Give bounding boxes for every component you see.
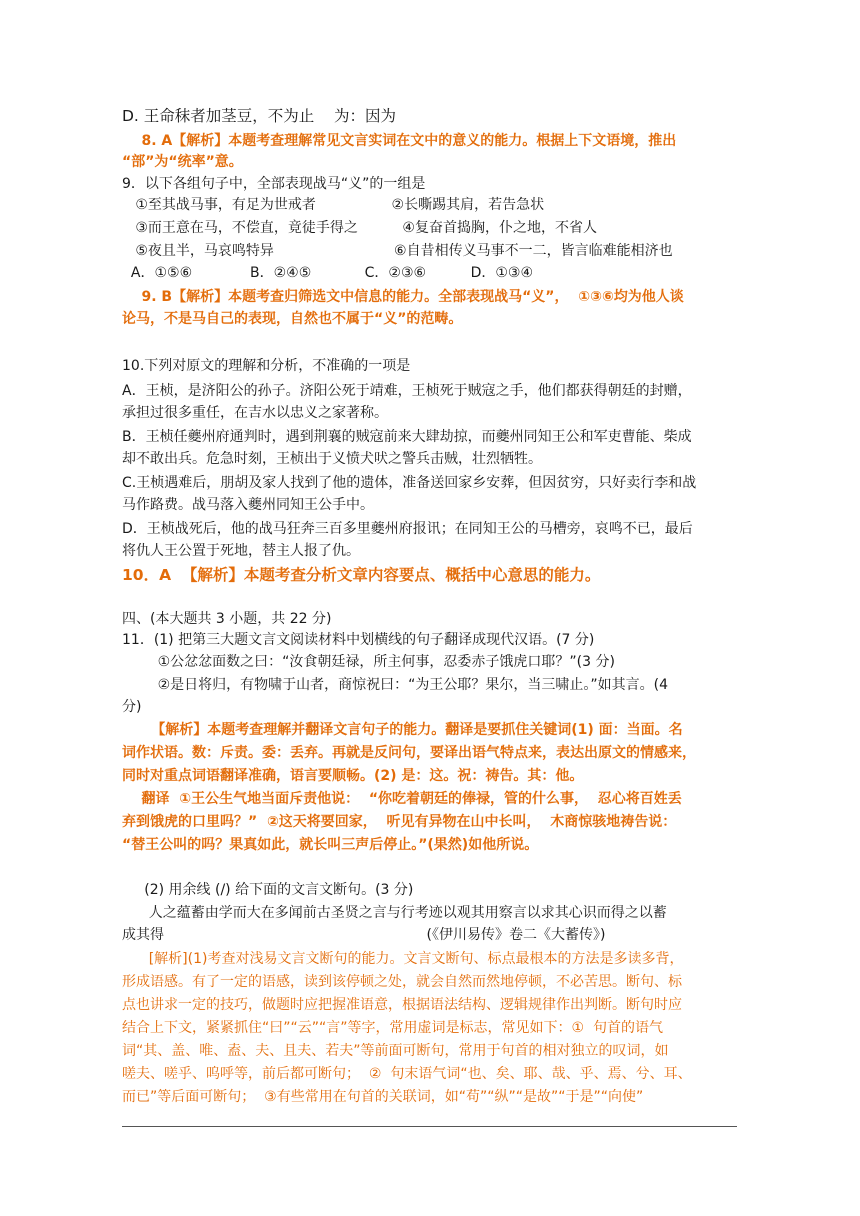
q11-part2-analysis-line6: 嗟夫、嗟乎、呜呼等，前后都可断句； ② 句末语气词“也、矣、耶、哉、乎、焉、兮、耳、 — [122, 1066, 692, 1082]
q10-b-line2: 却不敢出兵。危急时刻，王桢出于义愤犬吠之警兵击贼，壮烈牺牲。 — [122, 451, 542, 467]
footer-rule — [122, 1126, 737, 1127]
q11-part1-stem: 11．(1) 把第三大题文言文阅读材料中划横线的句子翻译成现代汉语。(7 分) — [122, 632, 595, 648]
q11-passage-line2: 成其得 (《伊川易传》卷二《大蓄传》) — [122, 927, 606, 943]
q11-translation-line2: 弃到饿虎的口里吗？” ②这天将要回家， 听见有异物在山中长叫， 木商惊骇地祷告说： — [122, 814, 677, 830]
q10-d-line1: D．王桢战死后，他的战马狂奔三百多里夔州府报讯；在同知王公的马槽旁，哀鸣不已，最后 — [122, 521, 693, 537]
q8-analysis-line2: “部”为“统率”意。 — [122, 154, 243, 170]
q11-sentence2: ②是日将归，有物啸于山者，商惊祝曰：“为王公耶？果尔，当三啸止。”如其言。(4 — [122, 677, 669, 693]
q11-part2-analysis-line5: 词“其、盖、唯、盍、夫、且夫、若夫”等前面可断句，常用于句首的相对独立的叹词，如 — [122, 1043, 669, 1059]
q8-analysis-line1: 8. A【解析】本题考查理解常见文言实词在文中的意义的能力。根据上下文语境，推出 — [122, 133, 677, 149]
q11-passage-line1: 人之蕴蓄由学而大在多闻前古圣贤之言与行考迹以观其用察言以求其心识而得之以蓄 — [122, 905, 667, 921]
q10-answer: 10．A 【解析】本题考查分析文章内容要点、概括中心意思的能力。 — [122, 566, 601, 584]
q10-b-line1: B．王桢任夔州府通判时，遇到荆襄的贼寇前来大肆劫掠，而夔州同知王公和军吏曹能、柴成 — [122, 429, 692, 445]
q10-stem: 10.下列对原文的理解和分析，不准确的一项是 — [122, 358, 411, 374]
q11-part2-analysis-line1: [解析](1)考查对浅易文言文断句的能力。文言文断句、标点最根本的方法是多读多背， — [122, 951, 684, 967]
q11-part2-stem: (2) 用余线 (/) 给下面的文言文断句。(3 分) — [122, 882, 414, 898]
q11-sentence2-cont: 分) — [122, 699, 142, 715]
q9-analysis-line1: 9. B【解析】本题考查归筛选文中信息的能力。全部表现战马“义”， ①③⑥均为他人谈 — [122, 289, 684, 305]
q11-part2-analysis-line4: 结合上下文，紧紧抓住“曰”“云”“言”等字，常用虚词是标志，常见如下：① 句首的语气 — [122, 1020, 663, 1036]
q11-analysis-line1: 【解析】本题考查理解并翻译文言句子的能力。翻译是要抓住关键词(1) 面：当面。名 — [122, 722, 683, 738]
section4-heading: 四、(本大题共 3 小题，共 22 分) — [122, 611, 332, 627]
q11-part2-analysis-line2: 形成语感。有了一定的语感，读到该停顿之处，就会自然而然地停顿，不必苦思。断句、标 — [122, 974, 682, 990]
q9-row1: ①至其战马事，有足为世戒者 ②长嘶踢其肩，若告急状 — [122, 197, 545, 213]
q9-row3: ⑤夜且半，马哀鸣特异 ⑥自昔相传义马事不一二，皆言临难能相济也 — [122, 243, 673, 259]
q10-a-line1: A．王桢，是济阳公的孙子。济阳公死于靖难，王桢死于贼寇之手，他们都获得朝廷的封赠， — [122, 383, 692, 399]
q11-analysis-line2: 词作状语。数：斥责。委：丢弃。再就是反问句，要译出语气特点来，表达出原文的情感来， — [122, 745, 696, 761]
q9-choices: A．①⑤⑥ B．②④⑤ C．②③⑥ D．①③④ — [122, 265, 534, 281]
q10-c-line1: C.王桢遇难后，朋胡及家人找到了他的遗体，准备送回家乡安葬，但因贫穷，只好卖行李和战 — [122, 475, 697, 491]
q11-sentence1: ①公忿忿面数之曰：“汝食朝廷禄，所主何事，忍委赤子饿虎口耶？”(3 分) — [122, 654, 615, 670]
q9-row2: ③而王意在马，不偿直，竟徒手得之 ④复奋首捣胸，仆之地，不省人 — [122, 220, 597, 236]
q11-part2-analysis-line3: 点也讲求一定的技巧，做题时应把握准语意，根据语法结构、逻辑规律作出判断。断句时应 — [122, 997, 682, 1013]
q11-analysis-line3: 同时对重点词语翻译准确，语言要顺畅。(2) 是：这。祝：祷告。其：他。 — [122, 768, 584, 784]
q8-option-d: D. 王命秣者加茎豆，不为止 为：因为 — [122, 107, 396, 125]
q10-d-line2: 将仇人王公置于死地，替主人报了仇。 — [122, 543, 360, 559]
q9-stem: 9．以下各组句子中，全部表现战马“义”的一组是 — [122, 176, 426, 192]
q9-analysis-line2: 论马，不是马自己的表现，自然也不属于“义”的范畴。 — [122, 311, 463, 327]
q10-a-line2: 承担过很多重任，在吉水以忠义之家著称。 — [122, 405, 388, 421]
q11-translation-line1: 翻译 ①王公生气地当面斥责他说： “你吃着朝廷的俸禄，管的什么事， 忍心将百姓丢 — [122, 791, 682, 807]
q10-c-line2: 马作路费。战马落入夔州同知王公手中。 — [122, 497, 374, 513]
q11-translation-line3: “替王公叫的吗？果真如此，就长叫三声后停止。”(果然)如他所说。 — [122, 837, 539, 853]
q11-part2-analysis-line7: 而已”等后面可断句； ③有些常用在句首的关联词，如“苟”“纵”“是故”“于是”“向使” — [122, 1089, 644, 1105]
